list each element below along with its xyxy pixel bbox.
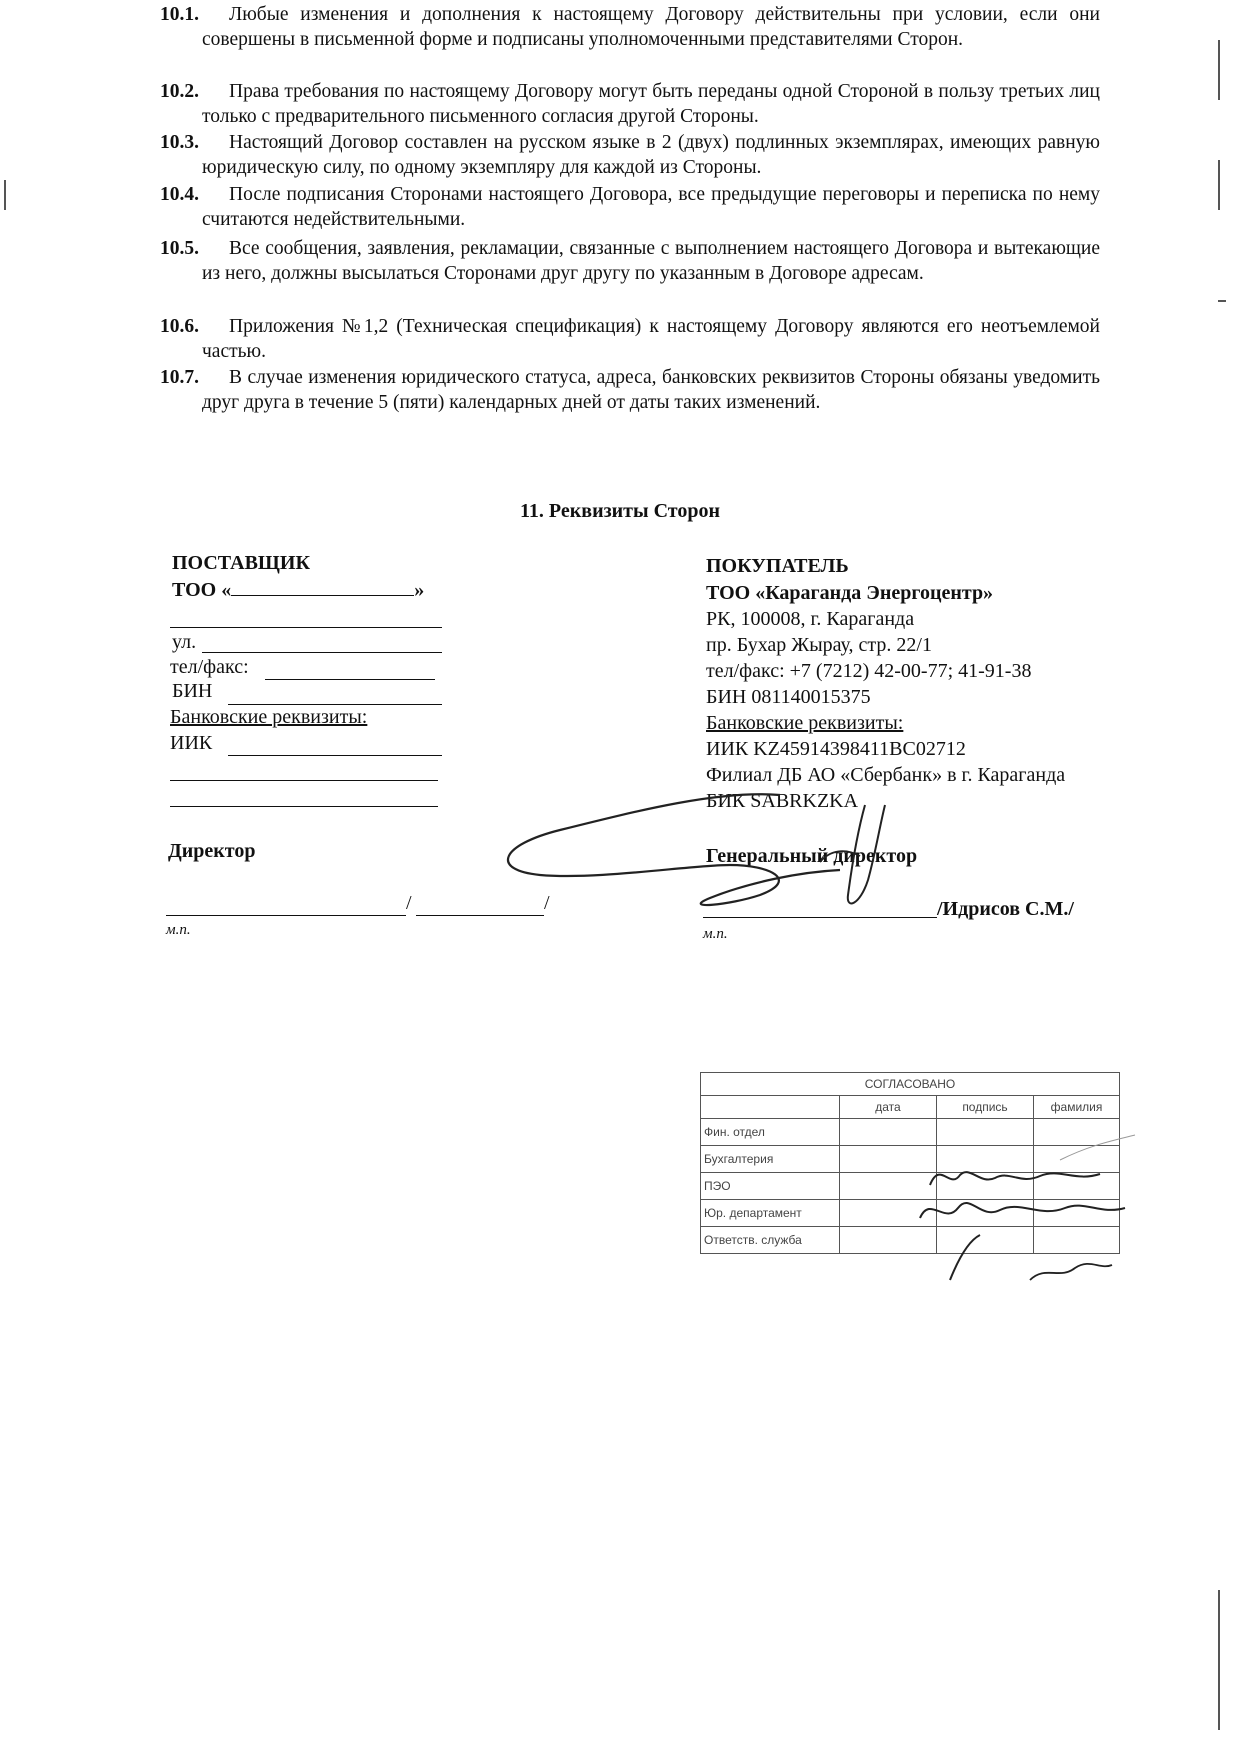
buyer-address-2: пр. Бухар Жырау, стр. 22/1 (706, 634, 932, 656)
clause-number: 10.4. (160, 184, 199, 205)
supplier-street-line (202, 652, 442, 653)
clause-text: Приложения №1,2 (Техническая спецификация) к настоящему Договору являются его неотъемлемой частью. (202, 316, 1100, 362)
supplier-bin-label: БИН (172, 680, 213, 702)
clause-number: 10.1. (160, 4, 199, 25)
supplier-stamp-place: м.п. (166, 922, 191, 938)
clause-10-5 (160, 236, 1100, 286)
clause-10-7 (160, 365, 1100, 415)
clause-text: В случае изменения юридического статуса, адреса, банковских реквизитов Стороны обязаны уведомить друг друга в течение 5 (пяти) календарных дней от даты таких изменений. (202, 367, 1100, 413)
supplier-bank-line-1 (170, 780, 438, 781)
buyer-signatory: /Идрисов С.М./ (937, 898, 1074, 920)
clause-10-1 (160, 2, 1100, 52)
supplier-bin-line (228, 704, 442, 705)
buyer-bank: Филиал ДБ АО «Сбербанк» в г. Караганда (706, 764, 1066, 786)
supplier-signature-line (166, 915, 406, 916)
director-signature-drawing (480, 770, 930, 930)
supplier-phone-label: тел/факс: (170, 656, 249, 678)
buyer-heading: ПОКУПАТЕЛЬ (706, 555, 849, 577)
approval-row-label: ПЭО (701, 1173, 840, 1200)
supplier-org-suffix: » (414, 579, 425, 601)
supplier-bank-label: Банковские реквизиты: (170, 706, 368, 728)
supplier-blank-line (170, 627, 442, 628)
clause-text: Все сообщения, заявления, рекламации, связанные с выполнением настоящего Договора и вытекающие из него, должны высылаться Сторонами друг другу по указанным в Договоре адресам. (202, 238, 1100, 284)
clause-number: 10.5. (160, 238, 199, 259)
approval-title: СОГЛАСОВАНО (701, 1073, 1120, 1096)
approval-row-label: Бухгалтерия (701, 1146, 840, 1173)
supplier-phone-line (265, 679, 435, 680)
clause-10-6 (160, 314, 1100, 364)
clause-text: Настоящий Договор составлен на русском языке в 2 (двух) подлинных экземплярах, имеющих равную юридическую силу, по одному экземпляру для каждой из Стороны. (202, 132, 1100, 178)
clause-10-2 (160, 79, 1100, 129)
buyer-org: ТОО «Караганда Энергоцентр» (706, 582, 994, 604)
buyer-stamp-place: м.п. (703, 926, 728, 942)
clause-text: После подписания Сторонами настоящего Договора, все предыдущие переговоры и переписка по нему считаются недействительными. (202, 184, 1100, 230)
approval-handwritten-signatures (900, 1130, 1140, 1300)
scan-margin-mark (4, 180, 6, 210)
supplier-heading: ПОСТАВЩИК (172, 552, 310, 574)
buyer-bik: БИК SABRKZKA (706, 790, 859, 812)
clause-text: Любые изменения и дополнения к настоящему Договору действительны при условии, если они совершены в письменной форме и подписаны уполномоченными представителями Сторон. (202, 4, 1100, 50)
clause-number: 10.2. (160, 81, 199, 102)
clause-number: 10.3. (160, 132, 199, 153)
supplier-iik-line (228, 755, 442, 756)
scan-margin-mark (1218, 160, 1220, 210)
approval-col-blank (701, 1096, 840, 1119)
supplier-org-blank (231, 577, 414, 596)
buyer-iik: ИИК KZ45914398411BC02712 (706, 738, 966, 760)
buyer-position: Генеральный директор (706, 845, 918, 867)
buyer-address-1: РК, 100008, г. Караганда (706, 608, 915, 630)
approval-col-surname: фамилия (1034, 1096, 1120, 1119)
buyer-bin: БИН 081140015375 (706, 686, 871, 708)
clause-number: 10.7. (160, 367, 199, 388)
supplier-org-prefix: ТОО « (172, 579, 232, 601)
approval-col-signature: подпись (937, 1096, 1034, 1119)
approval-row-label: Ответств. служба (701, 1227, 840, 1254)
scan-margin-mark (1218, 300, 1226, 302)
buyer-bank-label: Банковские реквизиты: (706, 712, 904, 734)
supplier-iik-label: ИИК (170, 732, 213, 754)
clause-text: Права требования по настоящему Договору могут быть переданы одной Стороной в пользу третьих лиц только с предварительного письменного согласия другой Стороны. (202, 81, 1100, 127)
approval-row-label: Юр. департамент (701, 1200, 840, 1227)
supplier-signature-slash: / (406, 892, 412, 914)
buyer-phone: тел/факс: +7 (7212) 42-00-77; 41-91-38 (706, 660, 1032, 682)
supplier-position: Директор (168, 840, 256, 862)
approval-row-label: Фин. отдел (701, 1119, 840, 1146)
supplier-name-slash: / (544, 892, 550, 914)
scan-margin-mark (1218, 1590, 1220, 1730)
clause-10-3 (160, 130, 1100, 180)
section-title: 11. Реквизиты Сторон (520, 500, 720, 522)
supplier-bank-line-2 (170, 806, 438, 807)
clause-number: 10.6. (160, 316, 199, 337)
clause-10-4 (160, 182, 1100, 232)
approval-col-date: дата (840, 1096, 937, 1119)
scan-margin-mark (1218, 40, 1220, 100)
supplier-org (172, 577, 424, 603)
supplier-street-label: ул. (172, 631, 197, 653)
